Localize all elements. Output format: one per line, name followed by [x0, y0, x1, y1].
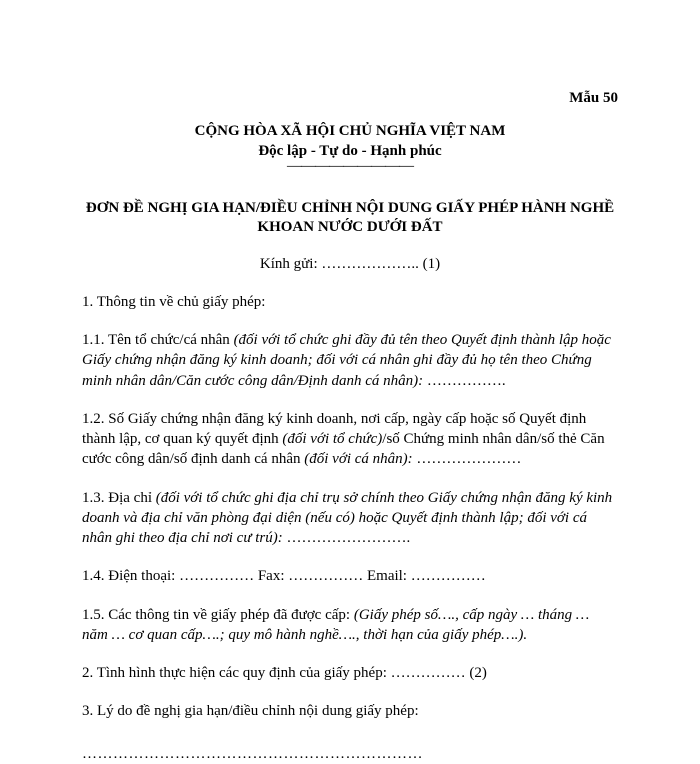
- national-motto: Độc lập - Tự do - Hạnh phúc: [258, 142, 442, 159]
- item-1-5-note: (Giấy phép số…., cấp ngày … tháng … năm … cơ quan cấp….; quy mô hành nghề…., thời hạn của giấy phép….).: [82, 606, 590, 643]
- item-1-2-note-org: (đối với tổ chức): [282, 431, 383, 447]
- item-1-1-note: (đối với tổ chức ghi đầy đủ tên theo Quyết định thành lập hoặc Giấy chứng nhận đăng ký kinh doanh; đối với cá nhân ghi đầy đủ họ tên theo Chứng minh nhân dân/Căn cước công dân/Định danh cá nhân):: [82, 332, 611, 389]
- item-1-2-middle: /số Chứng minh nhân dân/số thẻ Căn cước công dân/số định danh cá nhân: [82, 431, 605, 468]
- item-1-3-label: 1.3. Địa chỉ: [82, 489, 156, 506]
- item-1-2: [82, 409, 618, 470]
- item-1-1-fill: …………….: [423, 372, 506, 389]
- national-header: [82, 122, 618, 177]
- title-line-2: KHOAN NƯỚC DƯỚI ĐẤT: [257, 219, 443, 235]
- document-title: [82, 199, 618, 238]
- form-code: Mẫu 50: [569, 90, 618, 106]
- recipient-line: Kính gửi: ……………….. (1): [259, 255, 441, 272]
- item-1-3: [82, 488, 618, 549]
- fill-in-dotted-line: …………………………………………………………: [82, 745, 423, 762]
- item-1-3-fill: …………………….: [282, 530, 411, 546]
- item-1-1: [82, 330, 618, 391]
- item-1-2-note-person: (đối với cá nhân):: [304, 451, 413, 468]
- item-1-3-note: (đối với tổ chức ghi địa chỉ trụ sở chính theo Giấy chứng nhận đăng ký kinh doanh và địa chỉ văn phòng đại diện (nếu có) hoặc Quyết định thành lập; đối với cá nhân ghi theo địa chỉ nơi cư trú):: [82, 489, 613, 546]
- item-1-2-label: 1.2. Số Giấy chứng nhận đăng ký kinh doanh, nơi cấp, ngày cấp hoặc số Quyết định thành lập, cơ quan ký quyết định: [82, 410, 587, 447]
- section-1-heading: 1. Thông tin về chủ giấy phép:: [82, 293, 266, 310]
- header-divider: —————————: [287, 158, 413, 174]
- item-1-5-label: 1.5. Các thông tin về giấy phép đã được cấp:: [82, 606, 354, 623]
- section-2: 2. Tình hình thực hiện các quy định của giấy phép: …………… (2): [82, 665, 487, 681]
- country-name: CỘNG HÒA XÃ HỘI CHỦ NGHĨA VIỆT NAM: [194, 123, 506, 139]
- item-1-4: 1.4. Điện thoại: …………… Fax: …………… Email: ……………: [82, 568, 486, 585]
- item-1-1-label: 1.1. Tên tổ chức/cá nhân: [82, 332, 234, 348]
- item-1-2-fill: …………………: [412, 451, 522, 468]
- title-line-1: ĐƠN ĐỀ NGHỊ GIA HẠN/ĐIỀU CHỈNH NỘI DUNG GIẤY PHÉP HÀNH NGHỀ: [85, 199, 615, 216]
- item-1-5: [82, 605, 618, 646]
- section-3: 3. Lý do đề nghị gia hạn/điều chỉnh nội dung giấy phép:: [82, 703, 419, 720]
